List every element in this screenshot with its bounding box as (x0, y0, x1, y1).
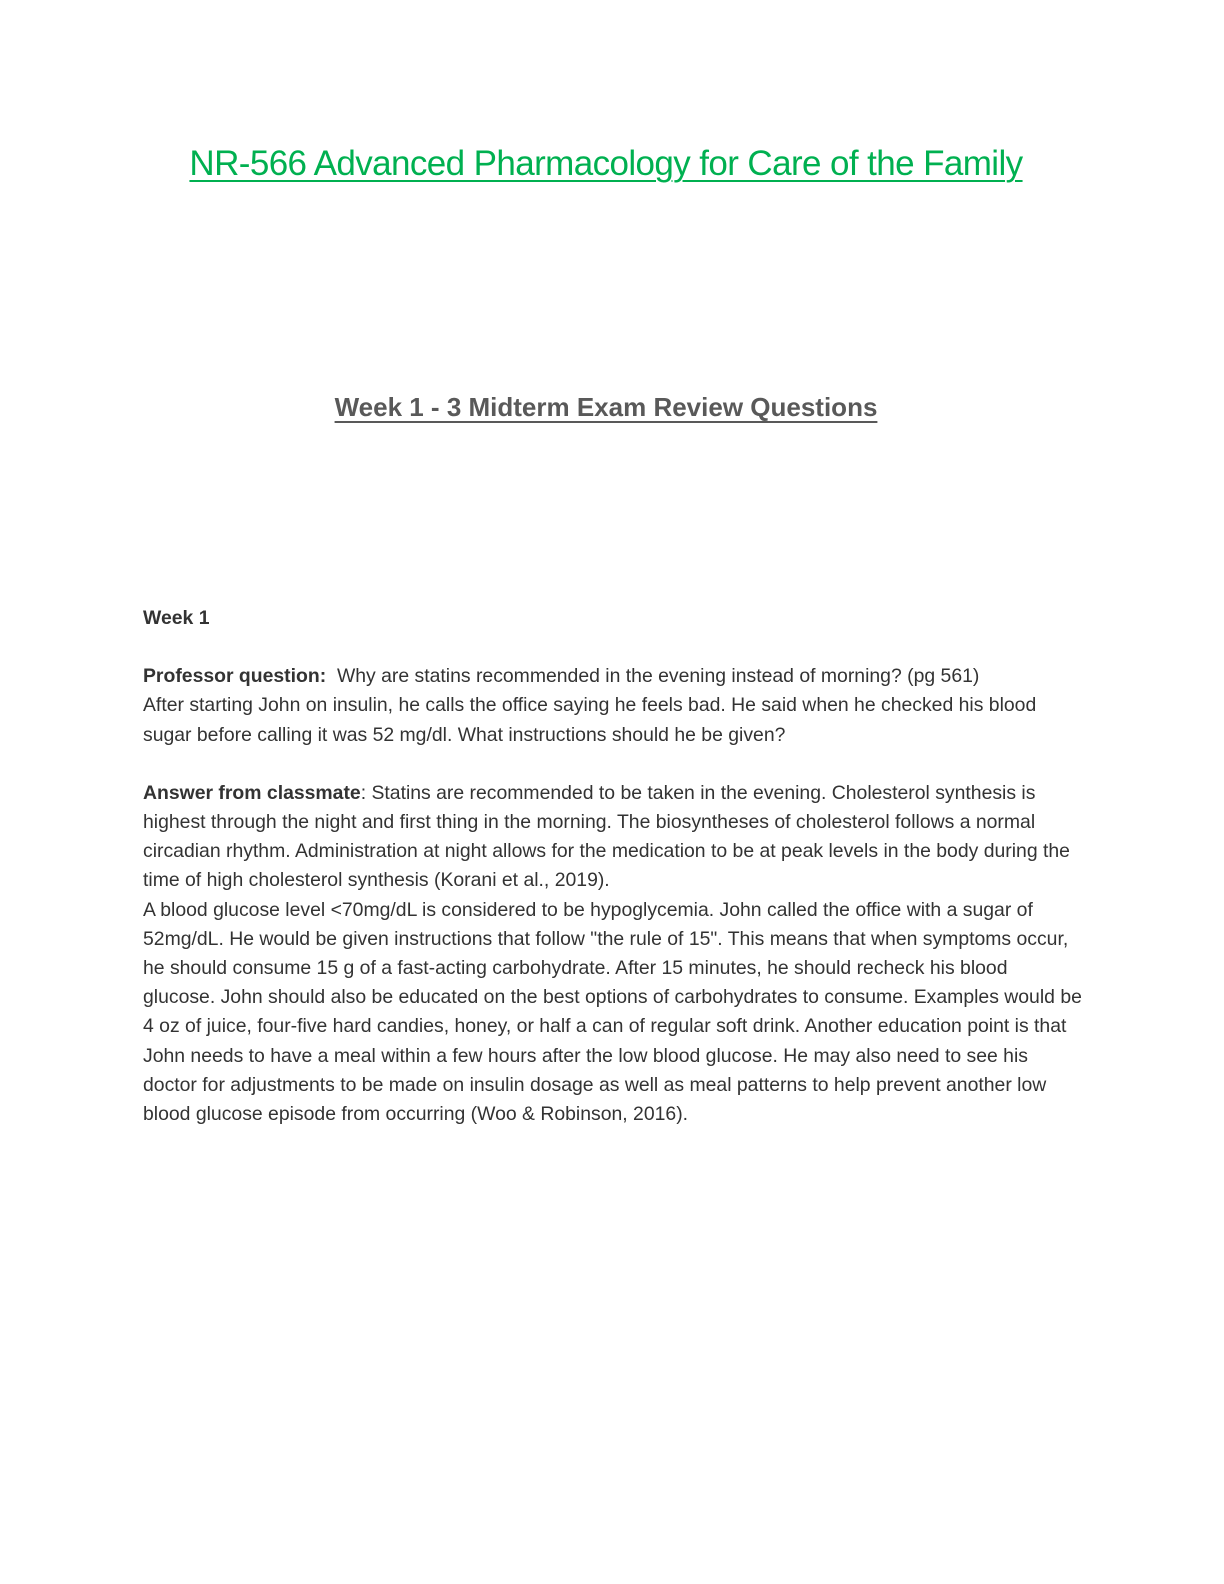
classmate-answer-text: : Statins are recommended to be taken in the evening. Cholesterol synthesis is highest through the night and first thing in the morning. The biosyntheses of cholesterol follows a normal circadian rhythm. Administration at night allows for the medication to be at peak levels in the body during the time of high cholesterol synthesis (Korani et al., 2019). (143, 781, 1070, 892)
professor-question-paragraph (143, 662, 1083, 691)
professor-question-followup: After starting John on insulin, he calls the office saying he feels bad. He said when he checked his blood sugar before calling it was 52 mg/dl. What instructions should he be given? (143, 694, 1037, 746)
classmate-answer-paragraph (143, 779, 1083, 896)
document-body (143, 604, 1083, 1129)
week-heading: Week 1 (143, 607, 210, 629)
document-title: NR-566 Advanced Pharmacology for Care of the Family (189, 144, 1023, 183)
document-subtitle: Week 1 - 3 Midterm Exam Review Questions (334, 392, 878, 422)
classmate-answer-label: Answer from classmate (143, 781, 361, 804)
professor-question-label: Professor question: (143, 665, 327, 688)
professor-question-text: Why are statins recommended in the evening instead of morning? (pg 561) (326, 665, 980, 688)
paragraph-spacer (143, 750, 1083, 779)
classmate-answer-hypoglycemia: A blood glucose level <70mg/dL is considered to be hypoglycemia. John called the office with a sugar of 52mg/dL. He would be given instructions that follow "the rule of 15". This means that when symptoms occur, he should consume 15 g of a fast-acting carbohydrate. After 15 minutes, he should recheck his blood glucose. John should also be educated on the best options of carbohydrates to consume. Examples would be 4 oz of juice, four-five hard candies, honey, or half a can of regular soft drink. Another education point is that John needs to have a meal within a few hours after the low blood glucose. He may also need to see his doctor for adjustments to be made on insulin dosage as well as meal patterns to help prevent another low blood glucose episode from occurring (Woo & Robinson, 2016). (143, 898, 1082, 1126)
